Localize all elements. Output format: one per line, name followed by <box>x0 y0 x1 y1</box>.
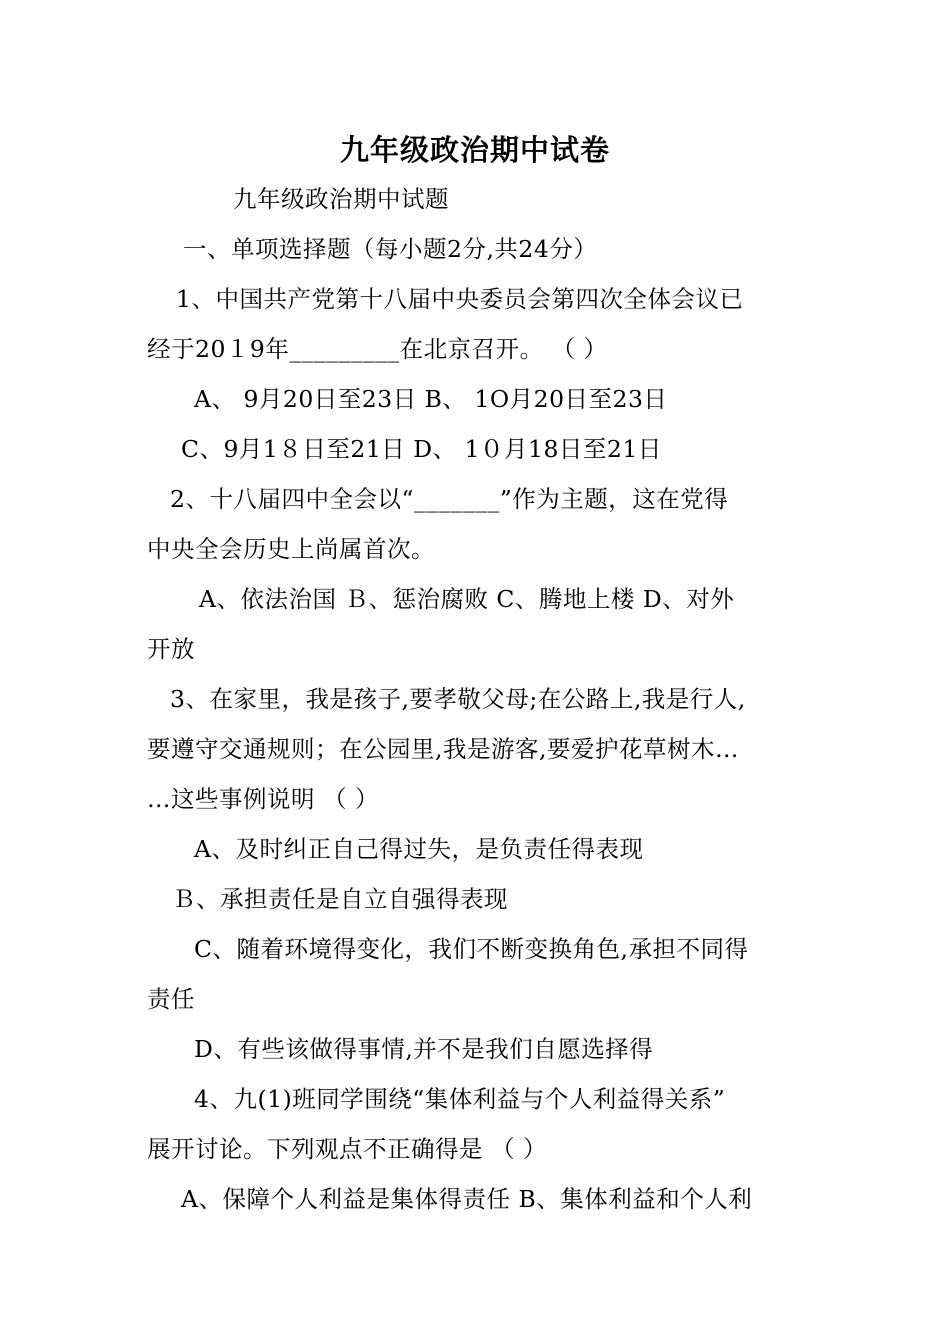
question-2-line-2: 中央全会历史上尚属首次。 <box>147 535 435 563</box>
question-3-option-c-cont: 责任 <box>147 985 195 1013</box>
question-3-option-a: A、及时纠正自己得过失，是负责任得表现 <box>194 835 644 863</box>
question-2-line-1: 2、十八届四中全会以“_______”作为主题，这在党得 <box>170 485 729 513</box>
question-3-line-1: 3、在家里，我是孩子,要孝敬父母;在公路上,我是行人, <box>170 685 746 713</box>
question-3-line-2: 要遵守交通规则；在公园里,我是游客,要爱护花草树木… <box>147 735 739 763</box>
section-heading: 一、单项选择题（每小题2分,共24分） <box>183 235 598 263</box>
question-4-line-1: 4、九(1)班同学围绕“集体利益与个人利益得关系” <box>194 1085 726 1113</box>
question-4-options: A、保障个人利益是集体得责任 B、集体利益和个人利 <box>181 1185 753 1213</box>
question-3-option-d: D、有些该做得事情,并不是我们自愿选择得 <box>194 1035 654 1063</box>
question-3-option-c: C、随着环境得变化，我们不断变换角色,承担不同得 <box>194 935 749 963</box>
subtitle-line: 九年级政治期中试题 <box>233 185 449 213</box>
question-1-line-1: 1、中国共产党第十八届中央委员会第四次全体会议已 <box>176 285 744 313</box>
question-1-line-2: 经于20１9年_________在北京召开。 （ ） <box>147 335 608 363</box>
question-1-options-cd: C、9月1８日至21日 D、 1０月18日至21日 <box>181 435 662 463</box>
question-2-options: A、依法治国 Ｂ、惩治腐败 C、腾地上楼 D、对外 <box>199 585 735 613</box>
question-2-options-cont: 开放 <box>147 635 195 663</box>
question-3-option-b: Ｂ、承担责任是自立自强得表现 <box>172 885 508 913</box>
question-4-line-2: 展开讨论。下列观点不正确得是 （ ） <box>147 1135 547 1163</box>
document-title: 九年级政治期中试卷 <box>339 133 610 167</box>
question-1-options-ab: A、 9月20日至23日 B、 1O月20日至23日 <box>194 385 668 413</box>
question-3-line-3: …这些事例说明 （ ） <box>147 785 379 813</box>
